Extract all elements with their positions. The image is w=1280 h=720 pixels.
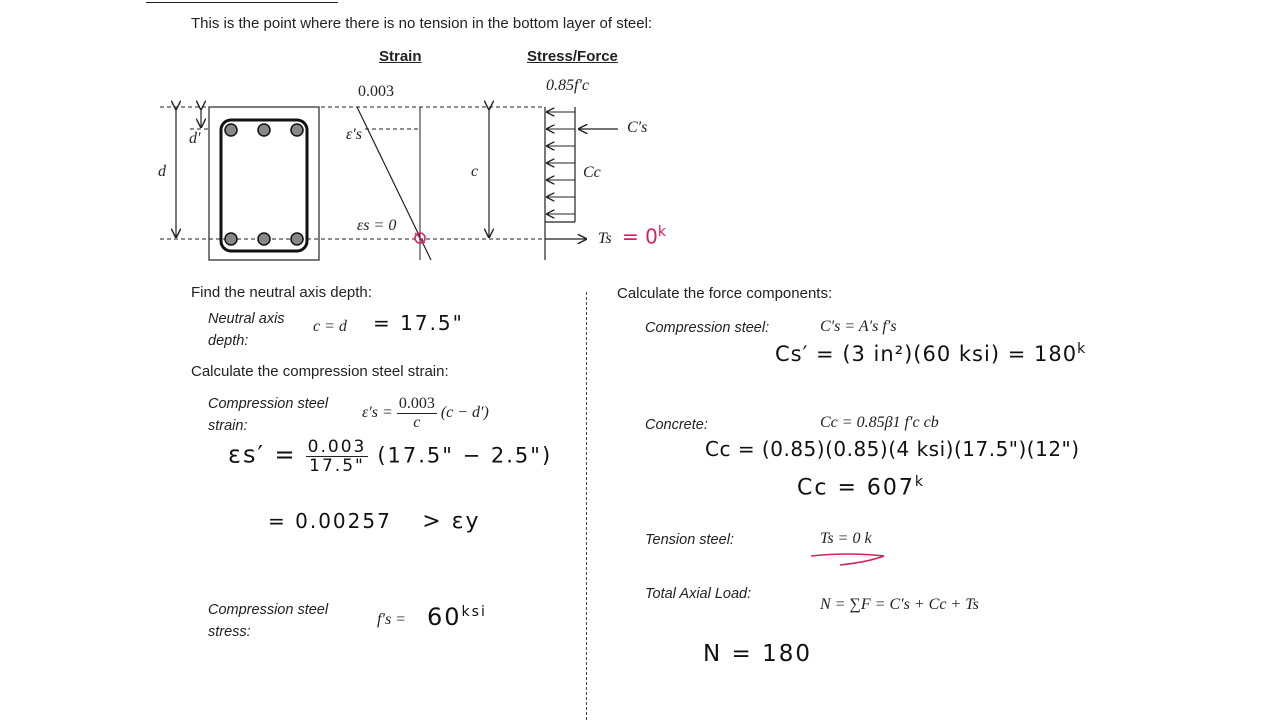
c-label: c	[471, 163, 479, 180]
calc-force-heading: Calculate the force components:	[617, 285, 833, 302]
comp-steel-equation: C′s = A′s f′s	[820, 318, 897, 335]
Cs-prime-label: C′s	[627, 119, 648, 136]
strain-top-label: 0.003	[358, 83, 394, 100]
d-label: d	[158, 163, 166, 180]
tension-underline	[808, 550, 888, 570]
dprime-label: d′	[189, 130, 201, 147]
comp-strain-label: Compression steel strain:	[208, 396, 329, 434]
comp-strain-heading: Calculate the compression steel strain:	[191, 363, 449, 380]
rebars	[225, 124, 303, 245]
Ts-handwritten: = $0^k$	[622, 224, 666, 249]
tension-equation: Ts = 0 k	[820, 530, 872, 547]
column-divider	[586, 292, 587, 720]
concrete-equation: Cc = 0.85β1 f′c cb	[820, 414, 939, 431]
comp-stress-label: Compression steel stress:	[208, 602, 329, 640]
stress-top-label: 0.85f′c	[546, 77, 590, 94]
Cc-label: Cc	[583, 164, 601, 181]
hw-strain-calc: εs′ = $\frac{0.003}{17.5"}$ (17.5" − 2.5")	[228, 437, 553, 476]
hw-concrete-result: $Cc = 607^k$	[797, 474, 925, 501]
concrete-label: Concrete:	[645, 417, 708, 433]
na-equation: c = d	[313, 318, 347, 335]
hw-comp-stress: $60^{ksi}$	[427, 603, 487, 631]
comp-strain-equation: ε′s = $\frac{0.003}{c}$ (c − d′)	[362, 395, 489, 431]
total-label: Total Axial Load:	[645, 586, 752, 602]
hw-total: N = 180	[703, 641, 812, 667]
strain-header: Strain	[379, 48, 422, 65]
tension-label: Tension steel:	[645, 532, 734, 548]
stress-header: Stress/Force	[527, 48, 618, 65]
intro-text: This is the point where there is no tension in the bottom layer of steel:	[191, 15, 653, 32]
Ts-label: Ts	[598, 230, 612, 247]
stress-arrows	[547, 112, 575, 214]
comp-stress-equation: f′s =	[377, 611, 406, 628]
eps-s-prime-label: ε′s	[346, 126, 363, 143]
total-equation: N = ∑F = C′s + Cc + Ts	[820, 596, 979, 613]
hw-strain-result: = 0.00257 > εy	[268, 509, 481, 534]
find-na-heading: Find the neutral axis depth:	[191, 284, 372, 301]
eps-s-label: εs = 0	[357, 217, 397, 234]
hw-comp-steel: Cs′ = (3 in²)(60 $ksi) = 180^k$	[775, 341, 1087, 366]
comp-steel-label: Compression steel:	[645, 320, 770, 336]
na-handwritten: = 17.5"	[373, 311, 464, 335]
na-label: Neutral axis depth:	[208, 311, 285, 349]
stirrup	[221, 120, 307, 251]
hw-concrete: Cc = (0.85)(0.85)(4 ksi)(17.5")(12")	[705, 437, 1080, 461]
